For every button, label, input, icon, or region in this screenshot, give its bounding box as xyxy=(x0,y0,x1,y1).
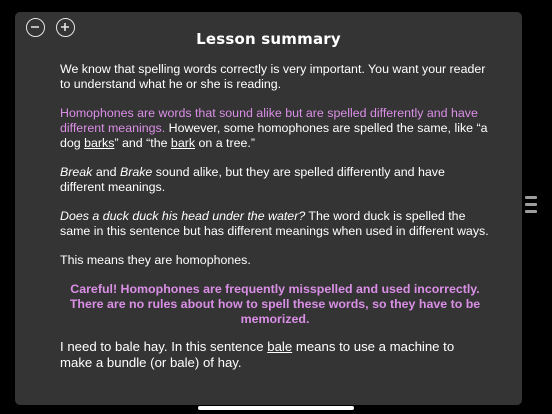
word-break: Break xyxy=(60,165,93,179)
intro-paragraph: We know that spelling words correctly is very important. You want your reader to understand what he or she is reading. xyxy=(60,62,486,91)
bale-text: means to use a machine to make a bundle (or bale) of hay. xyxy=(60,339,455,370)
definition-text: on a tree.” xyxy=(195,136,255,150)
bale-link[interactable]: bale xyxy=(267,339,293,354)
careful-warning: Careful! Homophones are frequently misspelled and used incorrectly. There are no rules about how to spell these words, so they have to be memorized. xyxy=(69,282,481,326)
definition-text: ” and “the xyxy=(114,136,171,150)
duck-question: Does a duck duck his head under the water? xyxy=(60,209,306,223)
bark-link[interactable]: bark xyxy=(170,136,196,150)
bale-paragraph xyxy=(60,339,490,371)
conjunction-text: and xyxy=(92,165,120,179)
barks-link[interactable]: barks xyxy=(84,136,115,150)
slide-over-handle[interactable] xyxy=(525,196,537,222)
break-brake-paragraph xyxy=(60,165,490,195)
page-title: Lesson summary xyxy=(196,30,341,48)
definition-highlight: Homophones are words that sound alike but are spelled differently and have different meanings. xyxy=(60,106,478,135)
duck-text: The word duck is spelled the same in this sentence but has different meanings when used in different ways. xyxy=(60,209,489,238)
word-brake: Brake xyxy=(119,165,153,179)
homophones-definition xyxy=(60,106,490,151)
break-brake-text: sound alike, but they are spelled differently and have different meanings. xyxy=(60,165,445,194)
lesson-panel xyxy=(15,12,522,405)
definition-text: However, some homophones are spelled the same, like “a dog xyxy=(60,121,488,150)
bale-text: I need to bale hay. In this sentence xyxy=(60,339,268,354)
home-indicator[interactable] xyxy=(198,406,354,410)
duck-paragraph xyxy=(60,209,490,239)
conclusion-paragraph: This means they are homophones. xyxy=(60,253,251,267)
lesson-body xyxy=(60,62,490,385)
